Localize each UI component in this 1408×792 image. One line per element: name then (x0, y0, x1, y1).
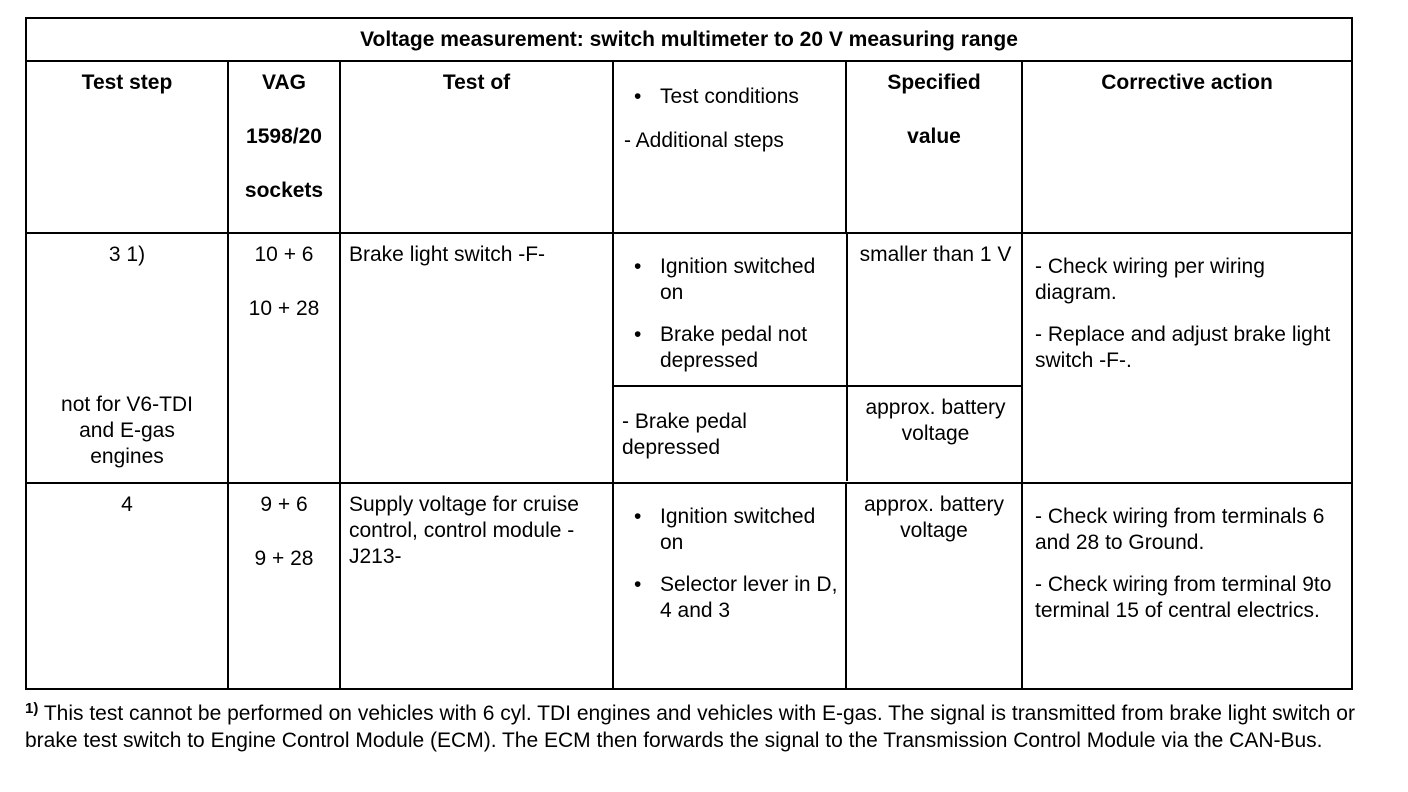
test-of-text: Supply voltage for cruise control, control module -J213- (349, 493, 579, 568)
header-corrective-action (1022, 61, 1352, 233)
voltage-measurement-table (25, 17, 1353, 690)
header-test-of-label: Test of (442, 71, 511, 94)
header-vag-line: VAG (262, 71, 306, 94)
header-vag-line: 1598/20 (246, 125, 322, 148)
test-step-note: not for V6-TDI and E-gas engines (61, 393, 193, 468)
corrective-item: - Check wiring per wiring diagram. (1035, 255, 1265, 304)
cell-sockets (228, 483, 340, 689)
header-corrective-label: Corrective action (1101, 71, 1273, 94)
socket-pair: 9 + 28 (254, 547, 314, 570)
cell-sockets (228, 233, 340, 483)
cell-specified-value: approx. battery voltage (846, 483, 1022, 689)
conditions-list (614, 484, 845, 624)
header-conditions-additional: - Additional steps (624, 129, 784, 152)
cell-extra-specified: approx. battery voltage (865, 396, 1006, 445)
cell-conditions-specified (613, 233, 1022, 483)
condition-item: • Ignition switched on (614, 504, 839, 556)
cell-test-step (26, 483, 228, 689)
header-specified-value (846, 61, 1022, 233)
condition-item: • Selector lever in D, 4 and 3 (614, 572, 839, 624)
table-header-row (26, 61, 1352, 233)
cell-conditions (613, 483, 846, 689)
header-conditions-bullet-label: Test conditions (660, 85, 799, 108)
cell-test-step (26, 233, 228, 483)
footnote (25, 700, 1365, 754)
header-conditions (613, 61, 846, 233)
header-vag-line: sockets (244, 179, 324, 202)
subtable-row (614, 234, 1023, 386)
test-step-number: 4 (121, 493, 133, 516)
table-row (26, 483, 1352, 689)
footnote-marker: 1) (25, 700, 39, 717)
cell-test-of (340, 233, 613, 483)
header-test-step-label: Test step (81, 71, 173, 94)
conditions-list (614, 234, 846, 374)
cell-specified-value: smaller than 1 V (847, 234, 1023, 386)
corrective-item: - Replace and adjust brake light switch -F-. (1035, 323, 1331, 372)
bullet-icon: • (634, 85, 642, 108)
conditions-subtable (614, 234, 1023, 481)
header-vag-sockets (228, 61, 340, 233)
header-conditions-bullet (624, 62, 845, 110)
header-specified-line: Specified (887, 71, 981, 94)
corrective-item: - Check wiring from terminal 9to terminal 15 of central electrics. (1035, 573, 1332, 622)
header-test-of (340, 61, 613, 233)
header-test-step (26, 61, 228, 233)
subtable-row (614, 386, 1023, 481)
cell-conditions (614, 234, 847, 386)
footnote-text: This test cannot be performed on vehicles with 6 cyl. TDI engines and vehicles with E-gas. The signal is transmitted from brake light switch or brake test switch to Engine Control Module (ECM). The ECM then forwards the signal to the Transmission Control Module via the CAN-Bus. (25, 702, 1355, 752)
header-specified-line: value (907, 125, 961, 148)
table-row (26, 233, 1352, 483)
cell-corrective-action (1022, 233, 1352, 483)
cell-corrective-action (1022, 483, 1352, 689)
test-of-text: Brake light switch -F- (349, 243, 546, 266)
socket-pair: 10 + 28 (248, 297, 320, 320)
condition-item: • Ignition switched on (614, 254, 840, 306)
test-step-number: 3 1) (108, 243, 146, 266)
corrective-item: - Check wiring from terminals 6 and 28 to Ground. (1035, 505, 1325, 554)
cell-extra-condition: - Brake pedal depressed (614, 386, 847, 481)
cell-test-of (340, 483, 613, 689)
table-title: Voltage measurement: switch multimeter to 20 V measuring range (26, 18, 1352, 61)
table-title-row (26, 18, 1352, 61)
socket-pair: 9 + 6 (260, 493, 308, 516)
condition-item: • Brake pedal not depressed (614, 322, 840, 374)
socket-pair: 10 + 6 (254, 243, 314, 266)
